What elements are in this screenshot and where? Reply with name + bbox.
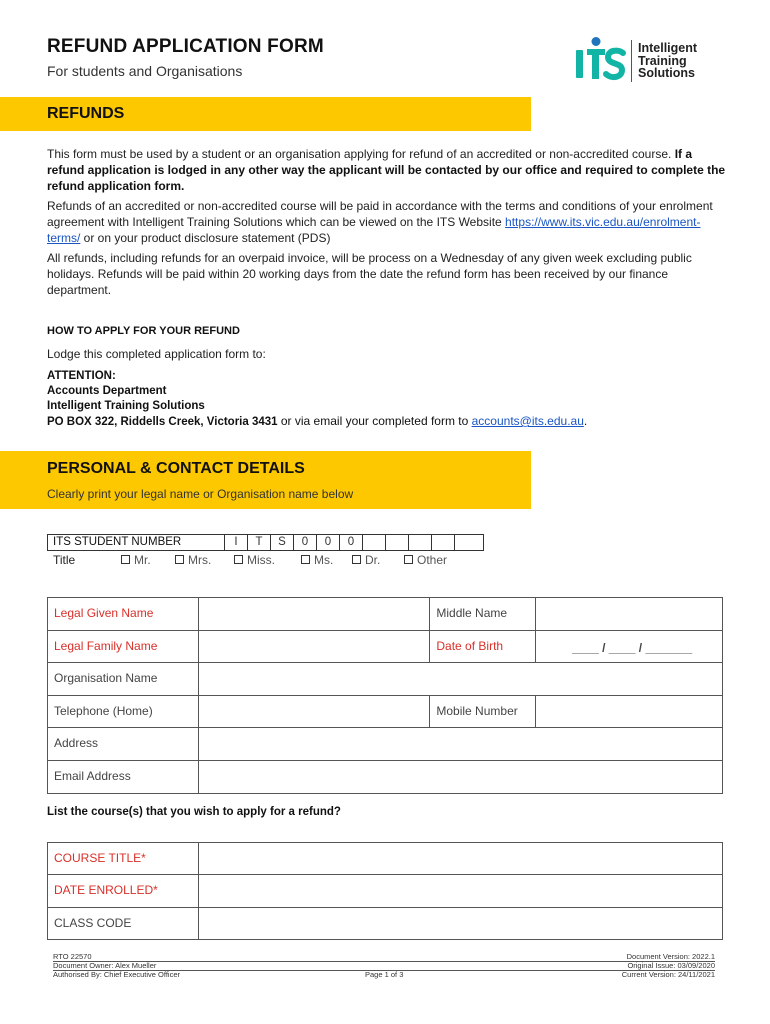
course-question: List the course(s) that you wish to apply for a refund? <box>47 806 341 818</box>
given-name-label: Legal Given Name <box>48 598 199 631</box>
title-option-ms[interactable] <box>301 553 333 567</box>
org-name: Intelligent Training Solutions <box>47 400 205 412</box>
title-option-label: Other <box>417 553 448 567</box>
footer-rto: RTO 22570 <box>53 952 92 961</box>
refunds-paragraph-1 <box>47 146 727 194</box>
refunds-paragraph-2 <box>47 198 727 246</box>
refunds-heading: REFUNDS <box>47 105 125 122</box>
org-name-field[interactable] <box>198 663 722 696</box>
dept-name: Accounts Department <box>47 385 167 397</box>
date-enrolled-label: DATE ENROLLED* <box>48 875 199 907</box>
family-name-field[interactable] <box>198 630 430 663</box>
student-number-cell[interactable]: 0 <box>317 535 340 550</box>
checkbox-icon[interactable] <box>234 555 243 564</box>
title-option-other[interactable] <box>404 553 447 567</box>
student-number-cell[interactable]: I <box>225 535 248 550</box>
title-label: Title <box>53 553 76 567</box>
student-number-cell[interactable] <box>455 535 483 550</box>
logo-line-2: Training <box>638 53 687 68</box>
table-row <box>48 760 723 793</box>
table-row <box>48 598 723 631</box>
student-number-cell[interactable]: T <box>248 535 271 550</box>
student-number-cell[interactable]: 0 <box>294 535 317 550</box>
logo-line-1: Intelligent <box>638 41 698 55</box>
course-table <box>47 842 723 940</box>
address-label: Address <box>48 728 199 761</box>
its-logo <box>574 37 714 87</box>
accounts-email-link[interactable]: accounts@its.edu.au <box>471 414 584 428</box>
refunds-paragraph-3: All refunds, including refunds for an overpaid invoice, will be process on a Wednesday of any given week excluding public holidays. Refunds will be paid within 20 working days from the date the refund form has been received by our finance department. <box>47 251 692 297</box>
checkbox-icon[interactable] <box>121 555 130 564</box>
logo-wordmark <box>638 42 697 80</box>
table-row <box>48 843 723 875</box>
personal-subheading: Clearly print your legal name or Organisation name below <box>47 487 354 501</box>
title-option-label: Mrs. <box>188 553 212 567</box>
student-number-cell[interactable]: S <box>271 535 294 550</box>
footer-version: Document Version: 2022.1 <box>626 952 715 961</box>
telephone-label: Telephone (Home) <box>48 695 199 728</box>
title-option-miss[interactable] <box>234 553 275 567</box>
p2-text-after: or on your product disclosure statement (PDS) <box>80 231 331 245</box>
table-row <box>48 875 723 907</box>
course-title-field[interactable] <box>198 843 722 875</box>
enrolment-terms-link[interactable]: https://www.its.vic.edu.au/enrolment-terms/ <box>47 215 701 245</box>
class-code-label: CLASS CODE <box>48 907 199 939</box>
logo-line-3: Solutions <box>638 66 695 80</box>
table-row <box>48 663 723 696</box>
table-row <box>48 907 723 939</box>
title-option-mrs[interactable] <box>175 553 211 567</box>
family-name-label: Legal Family Name <box>48 630 199 663</box>
title-option-label: Ms. <box>314 553 334 567</box>
student-number-cell[interactable] <box>386 535 409 550</box>
personal-heading: PERSONAL & CONTACT DETAILS <box>47 460 305 477</box>
personal-details-table <box>47 597 723 794</box>
mailing-address <box>47 369 747 430</box>
period: . <box>583 414 588 428</box>
dob-field[interactable]: ____ / ____ / _______ <box>536 630 723 663</box>
page-number: Page 1 of 3 <box>365 970 404 979</box>
middle-name-label: Middle Name <box>430 598 536 631</box>
dob-label: Date of Birth <box>430 630 536 663</box>
footer-original-issue: Original Issue: 03/09/2020 <box>627 961 715 970</box>
email-instruction: or via email your completed form to <box>277 414 472 428</box>
table-row <box>48 728 723 761</box>
class-code-field[interactable] <box>198 907 722 939</box>
its-logo-icon <box>574 37 626 83</box>
footer-authorised: Authorised By: Chief Executive Officer <box>53 970 181 979</box>
refunds-banner <box>0 97 531 131</box>
howto-heading: HOW TO APPLY FOR YOUR REFUND <box>47 325 240 337</box>
title-option-label: Miss. <box>247 553 275 567</box>
given-name-field[interactable] <box>198 598 430 631</box>
course-title-label: COURSE TITLE* <box>48 843 199 875</box>
checkbox-icon[interactable] <box>175 555 184 564</box>
p1-text: This form must be used by a student or an organisation applying for refund of an accredited or non-accredited course. <box>47 147 675 161</box>
p1-bold-text: If a refund application is lodged in any other way the applicant will be contacted by our office and required to complete the refund application form. <box>47 147 726 193</box>
checkbox-icon[interactable] <box>301 555 310 564</box>
telephone-field[interactable] <box>198 695 430 728</box>
footer-owner: Document Owner: Alex Mueller <box>53 961 157 970</box>
email-field[interactable] <box>198 760 722 793</box>
po-box: PO BOX 322, Riddells Creek, Victoria 3431 <box>47 416 278 428</box>
date-enrolled-field[interactable] <box>198 875 722 907</box>
title-option-label: Dr. <box>365 553 381 567</box>
middle-name-field[interactable] <box>536 598 723 631</box>
table-row <box>48 630 723 663</box>
personal-banner <box>0 451 531 509</box>
form-subtitle: For students and Organisations <box>47 63 243 79</box>
title-option-mr[interactable] <box>121 553 151 567</box>
student-number-cell[interactable] <box>409 535 432 550</box>
student-number-label: ITS STUDENT NUMBER <box>48 535 225 550</box>
mobile-field[interactable] <box>536 695 723 728</box>
logo-divider <box>631 40 632 82</box>
attention-label: ATTENTION: <box>47 370 116 382</box>
student-number-cell[interactable]: 0 <box>340 535 363 550</box>
checkbox-icon[interactable] <box>352 555 361 564</box>
mobile-label: Mobile Number <box>430 695 536 728</box>
student-number-row <box>47 534 484 551</box>
form-title: REFUND APPLICATION FORM <box>47 36 324 57</box>
title-option-dr[interactable] <box>352 553 380 567</box>
title-option-label: Mr. <box>134 553 151 567</box>
address-field[interactable] <box>198 728 722 761</box>
table-row <box>48 695 723 728</box>
student-number-cell[interactable] <box>432 535 455 550</box>
footer-current-version: Current Version: 24/11/2021 <box>621 970 715 979</box>
org-name-label: Organisation Name <box>48 663 199 696</box>
lodge-text: Lodge this completed application form to: <box>47 347 266 361</box>
student-number-cell[interactable] <box>363 535 386 550</box>
email-label: Email Address <box>48 760 199 793</box>
checkbox-icon[interactable] <box>404 555 413 564</box>
p2-text: Refunds of an accredited or non-accredited course will be paid in accordance with the terms and conditions of your enrolment agreement with Intelligent Training Solutions which can be viewed on the ITS Website <box>47 199 713 229</box>
